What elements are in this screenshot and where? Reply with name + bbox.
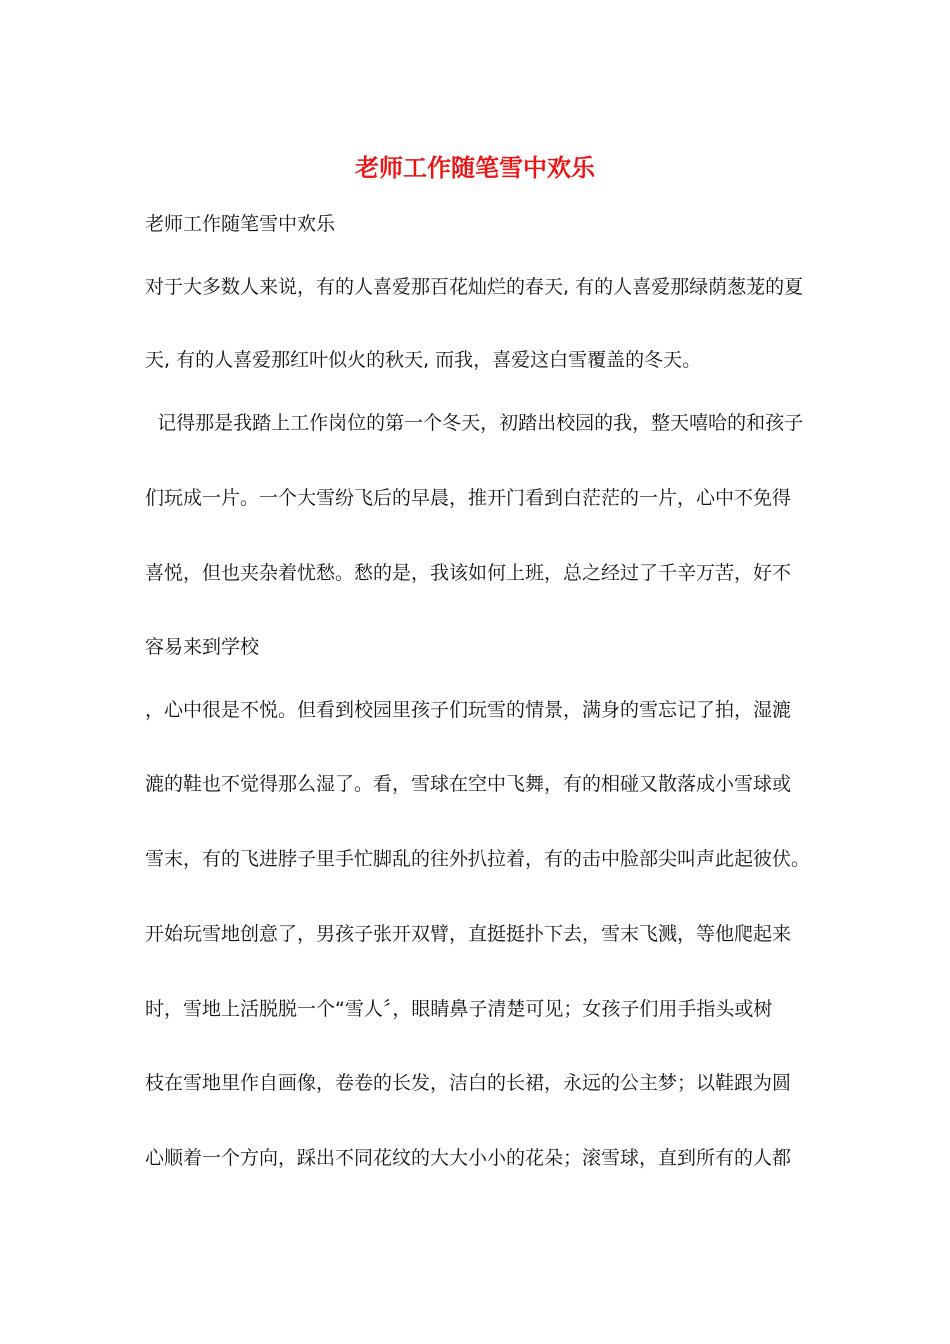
body-line: 枝在雪地里作自画像，卷卷的长发，洁白的长裙，永远的公主梦；以鞋跟为圆 (145, 1072, 792, 1094)
body-line: 对于大多数人来说，有的人喜爱那百花灿烂的春天, 有的人喜爱那绿荫葱茏的夏 (145, 276, 804, 298)
body-line: 容易来到学校 (145, 636, 260, 658)
body-line: ，心中很是不悦。但看到校园里孩子们玩雪的情景，满身的雪忘记了拍，湿漉 (145, 699, 792, 721)
body-line: 天, 有的人喜爱那红叶似火的秋天, 而我，喜爱这白雪覆盖的冬天。 (145, 349, 702, 371)
body-line: 们玩成一片。一个大雪纷飞后的早晨，推开门看到白茫茫的一片，心中不免得 (145, 487, 792, 509)
body-line: 记得那是我踏上工作岗位的第一个冬天，初踏出校园的我，整天嘻哈的和孩子 (145, 412, 804, 434)
body-line: 喜悦，但也夹杂着忧愁。愁的是，我该如何上班，总之经过了千辛万苦，好不 (145, 562, 792, 584)
body-line: 漉的鞋也不觉得那么湿了。看，雪球在空中飞舞，有的相碰又散落成小雪球或 (145, 773, 792, 795)
document-title: 老师工作随笔雪中欢乐 (355, 153, 595, 182)
body-line: 心顺着一个方向，踩出不同花纹的大大小小的花朵；滚雪球，直到所有的人都 (145, 1147, 792, 1169)
document-subtitle: 老师工作随笔雪中欢乐 (145, 213, 336, 235)
body-line: 雪末，有的飞进脖子里手忙脚乱的往外扒拉着，有的击中脸部尖叫声此起彼伏。 (145, 848, 811, 870)
body-line: 开始玩雪地创意了，男孩子张开双臂，直挺挺扑下去，雪末飞溅，等他爬起来 (145, 923, 792, 945)
body-line: 时，雪地上活脱脱一个“雪人〞，眼睛鼻子清楚可见；女孩子们用手指头或树 (145, 998, 773, 1020)
